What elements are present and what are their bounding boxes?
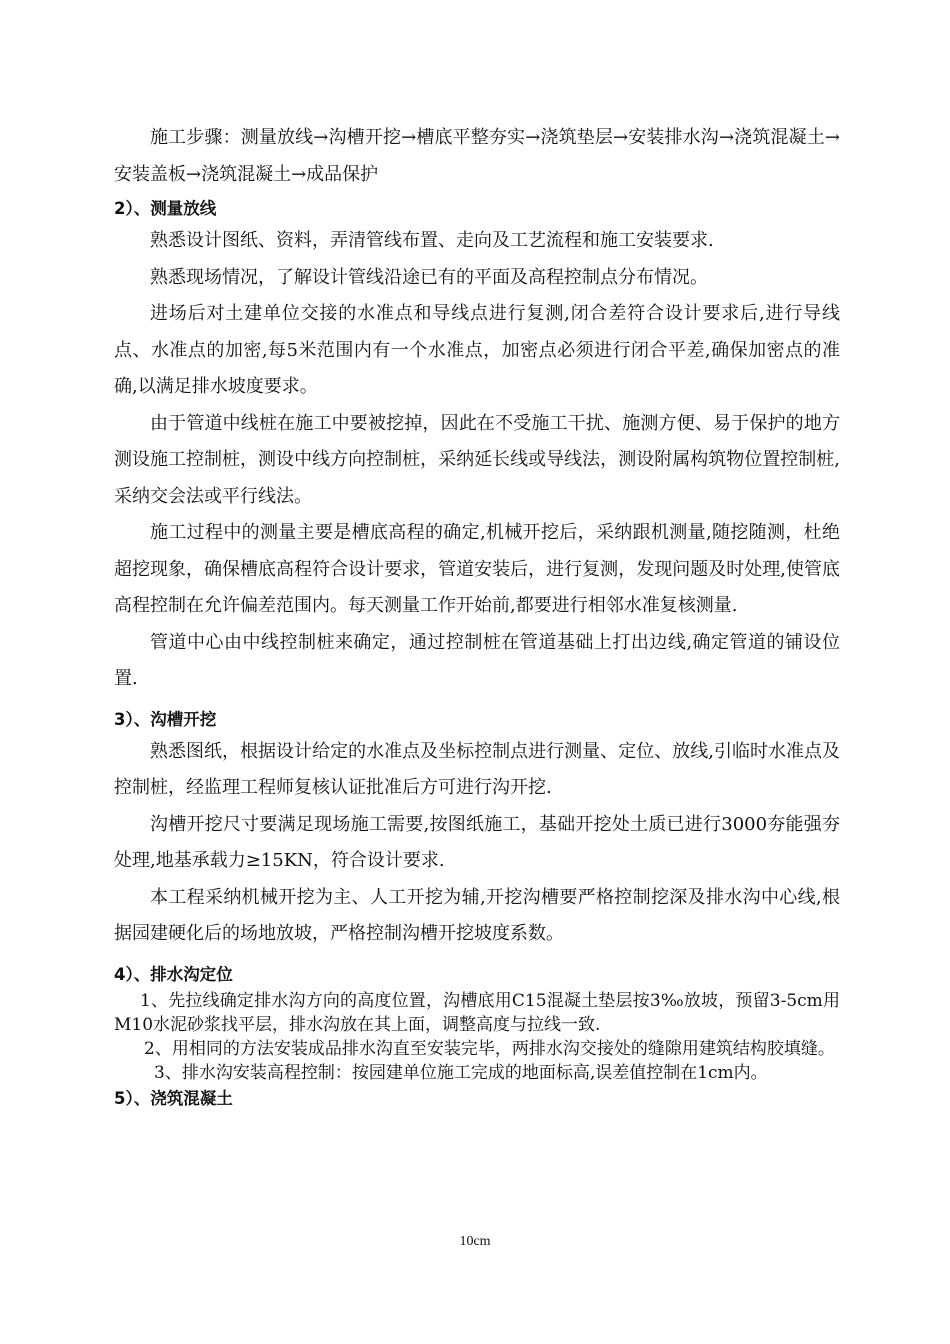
section-3-paragraph: 沟槽开挖尺寸要满足现场施工需要,按图纸施工，基础开挖处土质已进行3000夯能强夯处理,地基承载力≥15KN，符合设计要求. <box>114 813 840 871</box>
section-2-paragraph: 施工过程中的测量主要是槽底高程的确定,机械开挖后，采纳跟机测量,随挖随测，杜绝超挖现象，确保槽底高程符合设计要求，管道安装后，进行复测，发现问题及时处理,使管底高程控制在允许偏差范围内。每天测量工作开始前,都要进行相邻水准复核测量. <box>114 522 840 616</box>
section-3-paragraph: 本工程采纳机械开挖为主、人工开挖为辅,开挖沟槽要严格控制挖深及排水沟中心线,根据园建硬化后的场地放坡，严格控制沟槽开挖坡度系数。 <box>114 886 840 944</box>
section-5-heading: 5）、浇筑混凝土 <box>114 1088 233 1108</box>
section-3-heading: 3）、沟槽开挖 <box>114 709 217 729</box>
section-2-heading: 2）、测量放线 <box>114 199 217 218</box>
page-footer: 10cm <box>459 1234 491 1249</box>
section-3-paragraph: 熟悉图纸，根据设计给定的水准点及坐标控制点进行测量、定位、放线,引临时水准点及控制桩，经监理工程师复核认证批准后方可进行沟开挖. <box>114 740 840 798</box>
section-4-item: 1、先拉线确定排水沟方向的高度位置，沟槽底用C15混凝土垫层按3‰放坡，预留3-5cm用M10水泥砂浆找平层，排水沟放在其上面，调整高度与拉线一致. <box>114 990 840 1035</box>
section-2-paragraph: 由于管道中线桩在施工中要被挖掉，因此在不受施工干扰、施测方便、易于保护的地方测设施工控制桩，测设中线方向控制桩，采纳延长线或导线法，测设附属构筑物位置控制桩,采纳交会法或平行线法。 <box>114 412 840 507</box>
section-2-paragraph: 熟悉现场情况，了解设计管线沿途已有的平面及高程控制点分布情况。 <box>150 266 708 288</box>
section-2-paragraph: 管道中心由中线控制桩来确定，通过控制桩在管道基础上打出边线,确定管道的铺设位置. <box>114 631 840 689</box>
section-4-item: 3、排水沟安装高程控制：按园建单位施工完成的地面标高,误差值控制在1cm内。 <box>154 1062 768 1083</box>
section-2-paragraph: 熟悉设计图纸、资料，弄清管线布置、走向及工艺流程和施工安装要求. <box>150 230 714 251</box>
document-body <box>114 120 840 1113</box>
section-4-item: 2、用相同的方法安装成品排水沟直至安装完毕，两排水沟交接处的缝隙用建筑结构胶填缝。 <box>144 1038 835 1059</box>
section-2-paragraph: 进场后对土建单位交接的水准点和导线点进行复测,闭合差符合设计要求后,进行导线点、水准点的加密,每5米范围内有一个水准点，加密点必须进行闭合平差,确保加密点的准确,以满足排水坡度要求。 <box>114 303 840 397</box>
intro-paragraph: 施工步骤：测量放线→沟槽开挖→槽底平整夯实→浇筑垫层→安装排水沟→浇筑混凝土→安装盖板→浇筑混凝土→成品保护 <box>114 127 840 185</box>
section-4-heading: 4）、排水沟定位 <box>114 964 233 984</box>
